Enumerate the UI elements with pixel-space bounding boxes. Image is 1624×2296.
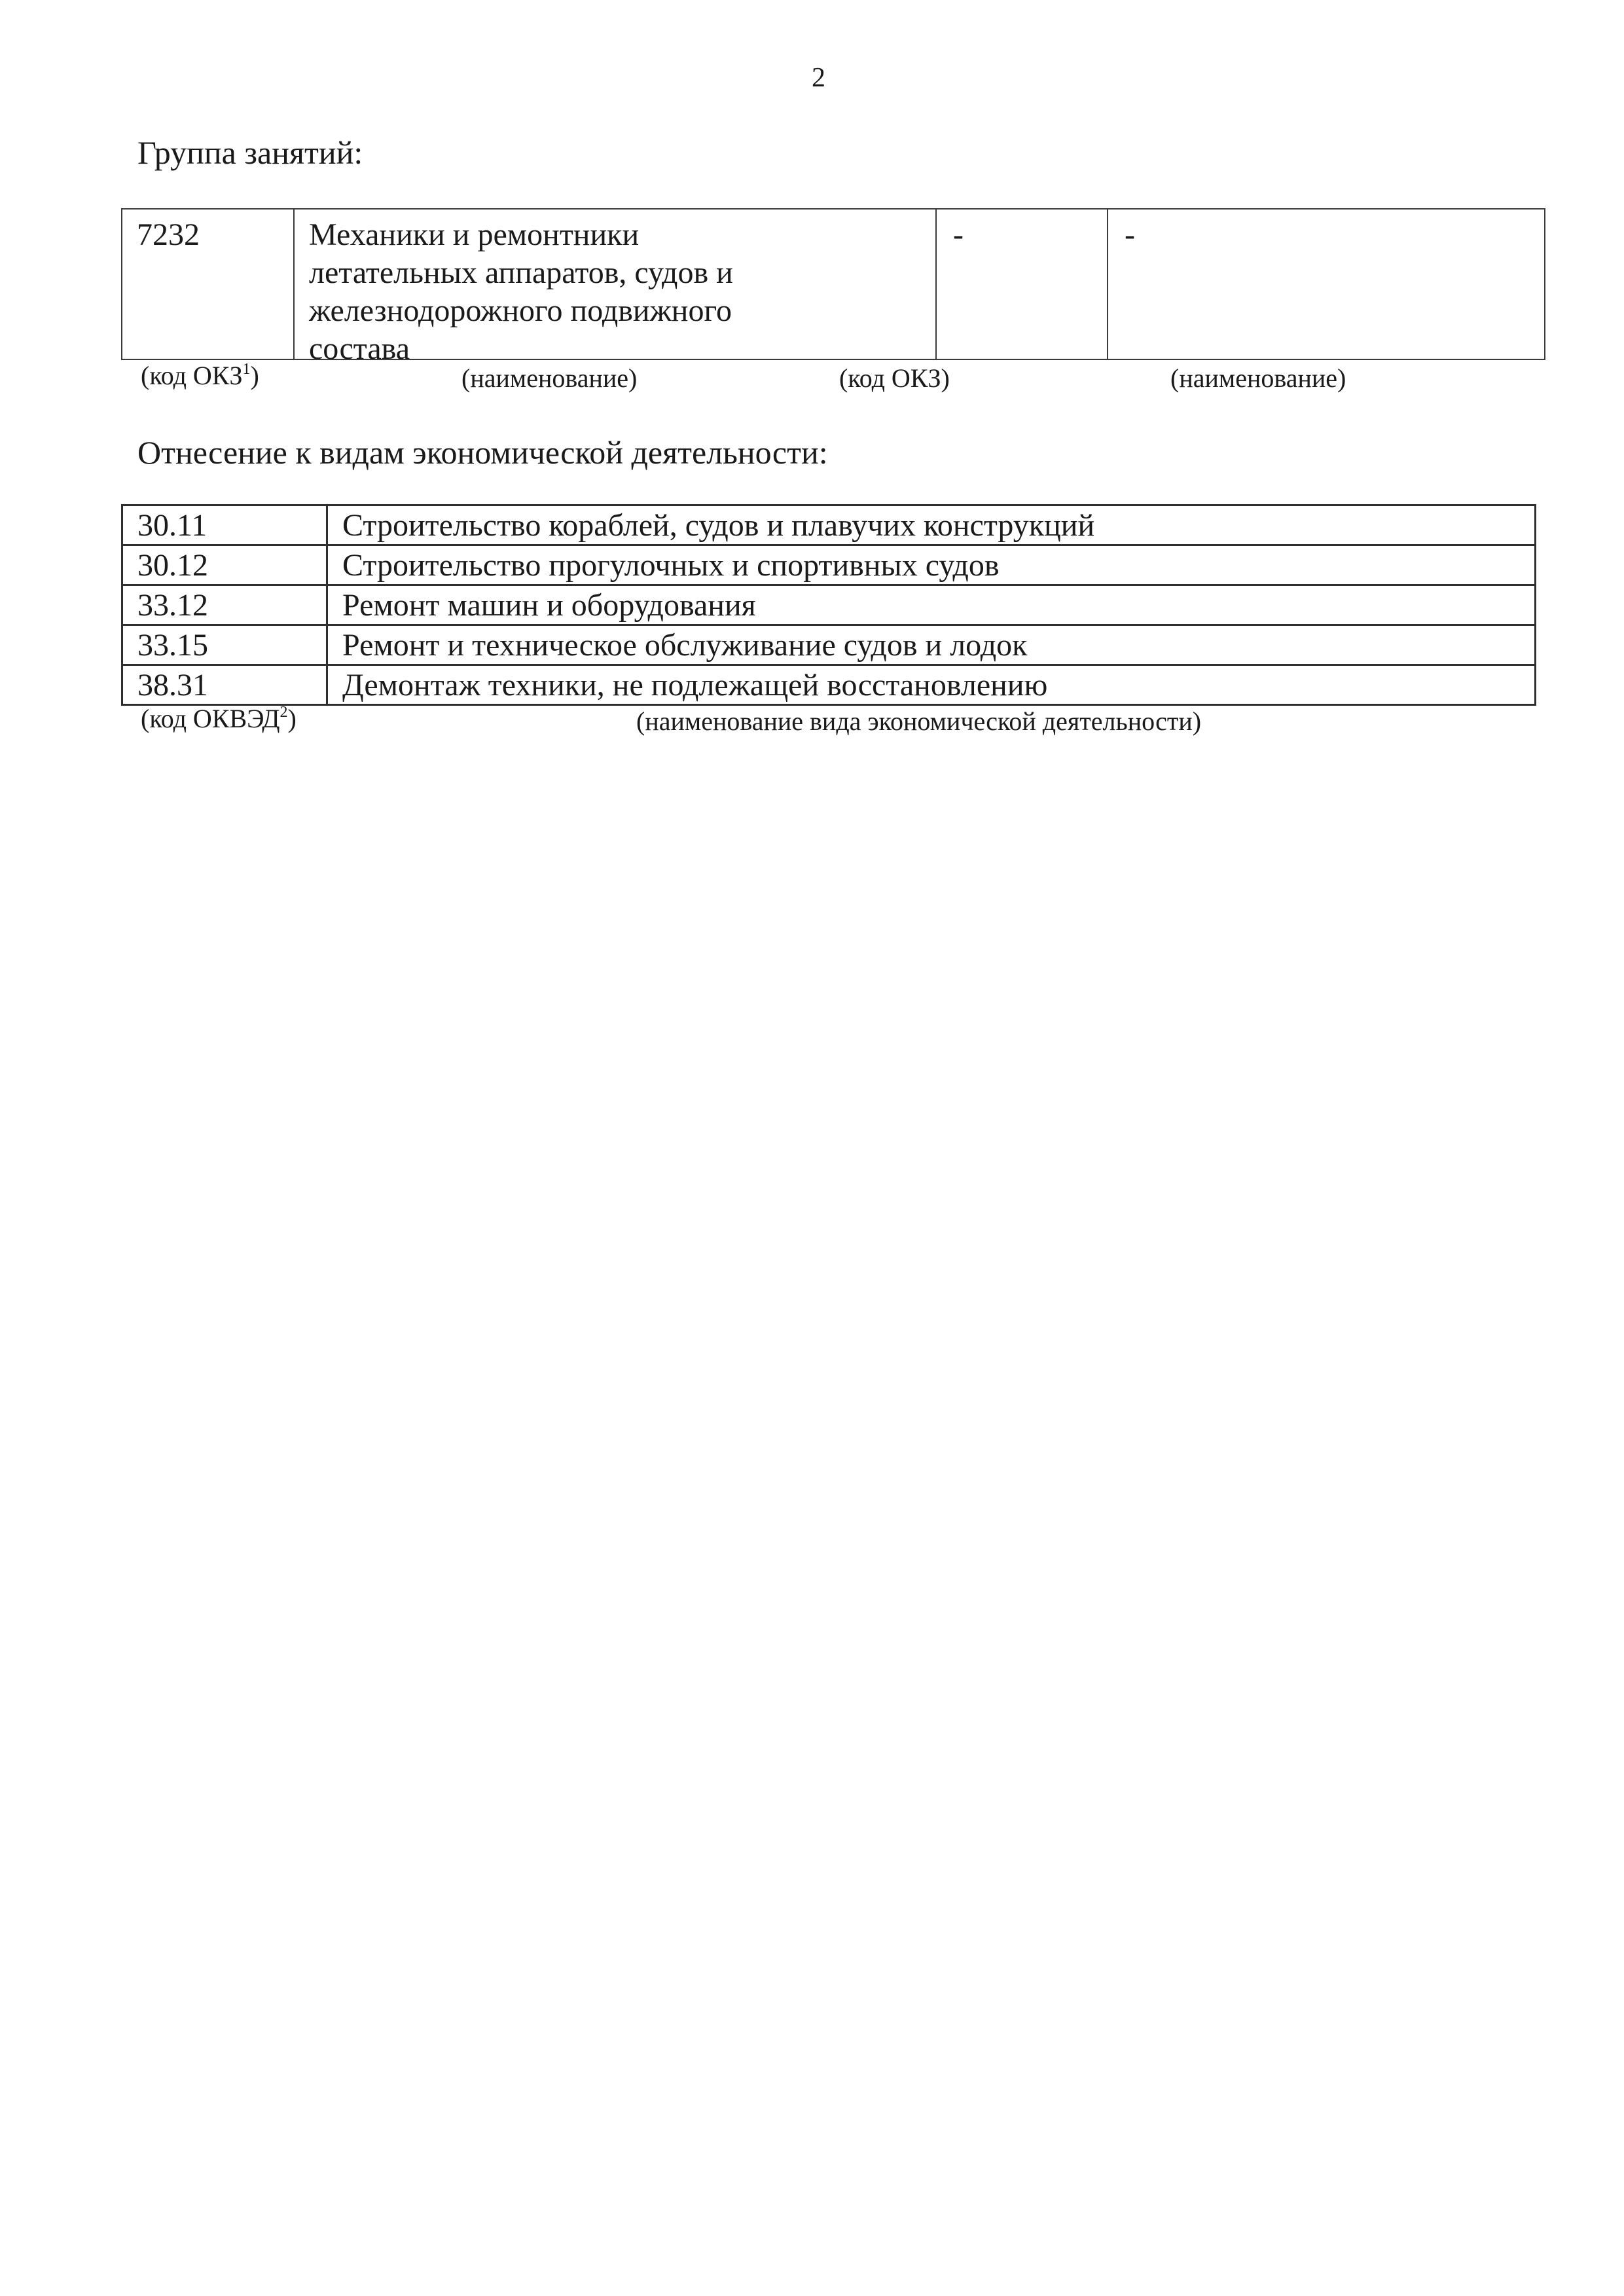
okved-code-caption-text: (код ОКВЭД xyxy=(141,704,280,733)
okved-code-cell: 30.11 xyxy=(123,506,328,544)
okved-code-cell: 38.31 xyxy=(123,666,328,704)
okved-code-cell: 33.12 xyxy=(123,586,328,624)
activity-name-caption: (наименование вида экономической деятельности) xyxy=(636,706,1202,736)
okz-code-cell: 7232 xyxy=(122,210,295,359)
footnote-marker-2: 2 xyxy=(280,704,288,721)
economic-activity-table xyxy=(121,504,1536,706)
name-caption: (наименование) xyxy=(461,363,638,393)
table-row xyxy=(123,506,1534,546)
activity-name-cell: Строительство кораблей, судов и плавучих конструкций xyxy=(342,508,1095,543)
table-row xyxy=(123,546,1534,586)
okved-code-caption-close: ) xyxy=(287,704,297,733)
okz-code-2-cell: - xyxy=(937,210,1108,359)
okved-code-caption xyxy=(141,706,297,732)
okz-code-caption-close: ) xyxy=(250,361,259,390)
table-row xyxy=(123,666,1534,704)
occupation-name-line: железнодорожного подвижного xyxy=(309,293,732,328)
activity-name-cell: Демонтаж техники, не подлежащей восстановлению xyxy=(342,668,1048,702)
okz-code-2-caption: (код ОКЗ) xyxy=(839,363,950,393)
occupation-name-line: состава xyxy=(309,331,410,366)
okved-code-cell: 30.12 xyxy=(123,546,328,584)
occupation-group-heading: Группа занятий: xyxy=(137,134,363,171)
name-2-caption: (наименование) xyxy=(1170,363,1346,393)
page-number: 2 xyxy=(812,63,825,93)
occupation-name-cell xyxy=(295,210,937,366)
occupation-name-line: Механики и ремонтники xyxy=(309,217,640,252)
table-row xyxy=(123,586,1534,626)
okz-code-caption-text: (код ОКЗ xyxy=(141,361,243,390)
economic-activity-heading: Отнесение к видам экономической деятельности: xyxy=(137,434,828,471)
okz-code-caption xyxy=(141,363,259,389)
occupation-name-2-cell: - xyxy=(1125,217,1135,252)
activity-name-cell: Ремонт и техническое обслуживание судов и лодок xyxy=(342,628,1028,663)
okved-code-cell: 33.15 xyxy=(123,626,328,664)
activity-name-cell: Ремонт машин и оборудования xyxy=(342,588,756,623)
occupation-group-table xyxy=(121,208,1545,366)
footnote-marker-1: 1 xyxy=(242,361,251,378)
table-row xyxy=(123,626,1534,666)
activity-name-cell: Строительство прогулочных и спортивных судов xyxy=(342,548,1000,583)
occupation-name-line: летательных аппаратов, судов и xyxy=(309,255,733,290)
